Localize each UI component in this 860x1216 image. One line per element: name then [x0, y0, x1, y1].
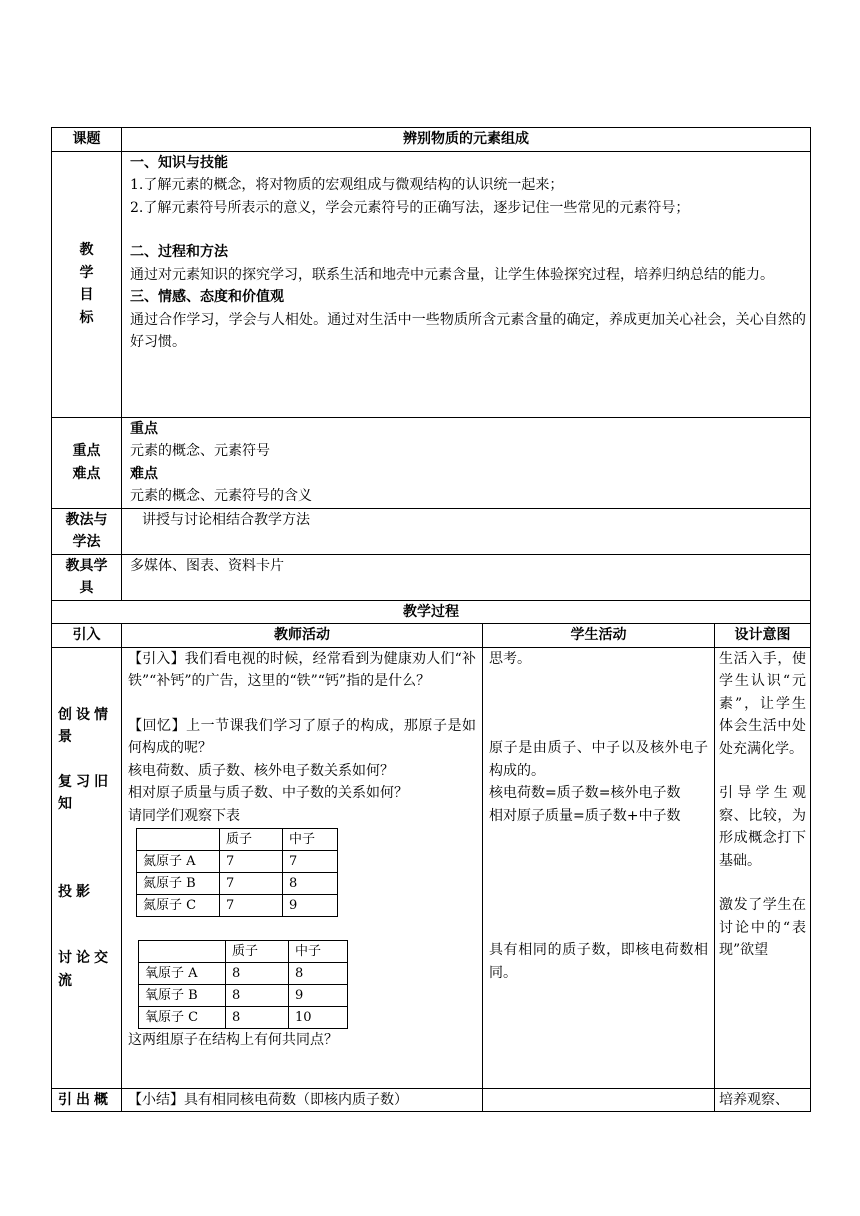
oxygen-cell: 氧原子 B	[139, 985, 226, 1007]
topic-label: 课题	[52, 128, 122, 152]
student-mass-relation: 相对原子质量=质子数+中子数	[489, 807, 681, 824]
nitrogen-cell: 9	[283, 895, 338, 917]
process-header-row	[52, 624, 811, 648]
intent-observe: 引导学生观察、比较，为形成概念打下基础。	[719, 785, 806, 869]
knowledge-item-2: 2.了解元素符号所表示的意义，学会元素符号的正确写法，逐步记住一些常见的元素符号；	[130, 199, 690, 216]
topic-row	[52, 128, 811, 152]
label-discussion-2: 流	[58, 972, 76, 989]
nitrogen-table	[136, 828, 338, 917]
knowledge-skills-title: 一、知识与技能	[130, 154, 228, 171]
methods-label	[52, 508, 122, 554]
knowledge-item-1: 1.了解元素的概念，将对物质的宏观组成与微观结构的认识统一起来；	[130, 177, 564, 193]
col-teacher: 教师活动	[122, 624, 483, 648]
summary-intent: 培养观察、	[715, 1088, 811, 1112]
tools-label	[52, 554, 122, 600]
nitrogen-head-blank	[137, 829, 220, 851]
nitrogen-cell: 氮原子 B	[137, 873, 220, 895]
oxygen-cell: 9	[289, 985, 348, 1007]
oxygen-cell: 8	[226, 963, 289, 985]
student-charge-relation: 核电荷数=质子数=核外电子数	[489, 785, 681, 801]
oxygen-table	[138, 940, 348, 1029]
keypoints-row	[52, 417, 811, 508]
keypoints-label-2: 难点	[72, 465, 101, 482]
summary-row	[52, 1088, 811, 1112]
col-intent: 设计意图	[715, 624, 811, 648]
key-title: 重点	[130, 420, 158, 437]
label-discussion: 讨论交	[58, 950, 112, 966]
methods-label-1: 教法与	[65, 511, 108, 528]
nitrogen-head-neutron: 中子	[283, 829, 338, 851]
process-title-row	[52, 600, 811, 624]
nitrogen-cell: 7	[220, 873, 283, 895]
methods-row	[52, 508, 811, 554]
keypoints-label-1: 重点	[72, 443, 101, 459]
nitrogen-cell: 7	[220, 851, 283, 873]
oxygen-head-blank	[139, 941, 226, 963]
tools-label-1: 教具学	[65, 557, 108, 574]
student-common-point: 具有相同的质子数，即核电荷数相同。	[489, 942, 708, 981]
tools-label-2: 具	[79, 580, 94, 596]
student-think: 思考。	[489, 650, 531, 667]
teacher-question-2: 相对原子质量与质子数、中子数的关系如何？	[128, 785, 408, 801]
topic-title: 辨别物质的元素组成	[122, 128, 811, 152]
oxygen-head-proton: 质子	[226, 941, 289, 963]
nitrogen-cell: 氮原子 C	[137, 895, 220, 917]
objectives-row	[52, 151, 811, 417]
keypoints-content	[122, 417, 811, 508]
intent-life: 生活入手，使学生认识“元素”，让学生体会生活中处处充满化学。	[719, 650, 806, 757]
process-content-row	[52, 647, 811, 1088]
design-intent	[715, 647, 811, 1088]
summary-teacher: 【小结】具有相同核电荷数（即核内质子数）	[122, 1088, 483, 1112]
process-title: 教学过程	[52, 600, 811, 624]
label-projection: 投影	[58, 883, 94, 900]
nitrogen-cell: 7	[283, 851, 338, 873]
col-student: 学生活动	[483, 624, 715, 648]
oxygen-cell: 氧原子 C	[139, 1007, 226, 1029]
student-activity	[483, 647, 715, 1088]
teacher-activity	[122, 647, 483, 1088]
summary-student	[483, 1088, 715, 1112]
oxygen-head-neutron: 中子	[289, 941, 348, 963]
objectives-label-char: 学	[79, 264, 94, 281]
objectives-label	[52, 151, 122, 417]
objectives-label-char: 标	[79, 309, 94, 326]
label-create-scene-2: 景	[58, 729, 76, 745]
lesson-plan-table	[51, 127, 811, 1112]
intent-discussion: 激发了学生在讨论中的“表现”欲望	[719, 897, 806, 958]
objectives-label-char: 教	[79, 242, 94, 258]
methods-text: 讲授与讨论相结合教学方法	[122, 508, 811, 554]
methods-label-2: 学法	[72, 534, 101, 550]
difficulty-title: 难点	[130, 465, 158, 482]
keypoints-label	[52, 417, 122, 508]
process-method-title: 二、过程和方法	[130, 244, 228, 260]
col-intro: 引入	[52, 624, 122, 648]
oxygen-cell: 氧原子 A	[139, 963, 226, 985]
teacher-common-question: 这两组原子在结构上有何共同点？	[128, 1032, 338, 1048]
process-left-labels	[52, 647, 122, 1088]
oxygen-cell: 10	[289, 1007, 348, 1029]
oxygen-cell: 8	[289, 963, 348, 985]
label-create-scene: 创设情	[58, 706, 112, 723]
emotion-values-title: 三、情感、态度和价值观	[130, 289, 284, 305]
difficulty-text: 元素的概念、元素符号的含义	[130, 488, 312, 504]
label-review: 复习旧	[58, 773, 112, 790]
summary-label: 引出概	[52, 1088, 122, 1112]
teacher-observe: 请同学们观察下表	[128, 807, 240, 824]
objectives-content	[122, 151, 811, 417]
oxygen-cell: 8	[226, 1007, 289, 1029]
nitrogen-cell: 7	[220, 895, 283, 917]
student-atom-structure: 原子是由质子、中子以及核外电子构成的。	[489, 740, 708, 779]
nitrogen-cell: 8	[283, 873, 338, 895]
objectives-label-char: 目	[79, 287, 94, 303]
process-method-text: 通过对元素知识的探究学习，联系生活和地壳中元素含量，让学生体验探究过程，培养归纳总结的能力。	[130, 266, 774, 283]
tools-text: 多媒体、图表、资料卡片	[122, 554, 811, 600]
oxygen-cell: 8	[226, 985, 289, 1007]
label-review-2: 知	[58, 796, 76, 812]
emotion-values-text: 通过合作学习，学会与人相处。通过对生活中一些物质所含元素含量的确定，养成更加关心社会，关心自然的好习惯。	[130, 311, 806, 350]
teacher-question-1: 核电荷数、质子数、核外电子数关系如何？	[128, 762, 394, 779]
teacher-recall: 【回忆】上一节课我们学习了原子的构成，那原子是如何构成的呢？	[128, 717, 476, 756]
nitrogen-head-proton: 质子	[220, 829, 283, 851]
tools-row	[52, 554, 811, 600]
key-text: 元素的概念、元素符号	[130, 443, 270, 459]
nitrogen-cell: 氮原子 A	[137, 851, 220, 873]
teacher-intro: 【引入】我们看电视的时候，经常看到为健康劝人们“补铁”“补钙”的广告，这里的“铁”“钙”指的是什么？	[128, 650, 476, 689]
